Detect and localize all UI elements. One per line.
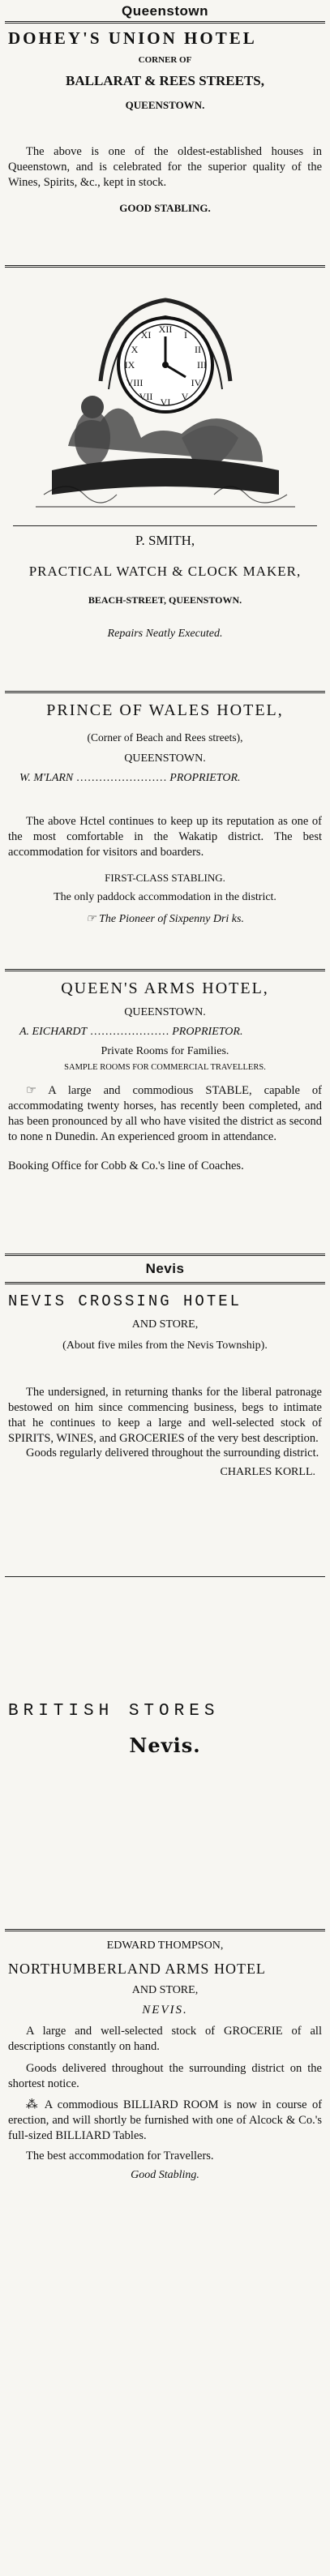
clock-illustration-icon xyxy=(19,276,311,519)
svg-text:IX: IX xyxy=(124,359,135,371)
svg-text:V: V xyxy=(181,391,188,402)
ad-title: BRITISH STORES xyxy=(8,1702,220,1721)
asterism-icon: ⁂ xyxy=(26,2098,41,2112)
svg-text:VIII: VIII xyxy=(126,377,143,388)
ad-proprietor xyxy=(8,1026,322,1039)
ad-proprietor xyxy=(8,772,322,785)
section-heading-nevis: Nevis xyxy=(145,1261,185,1276)
ad-body-billiards xyxy=(8,2098,322,2144)
ad-stabling: Good Stabling. xyxy=(131,2168,199,2181)
ad-town: QUEENSTOWN. xyxy=(124,752,206,765)
proprietor-name: W. M'LARN xyxy=(19,772,74,784)
ad-body-delivery: Goods delivered throughout the surrounding district on the shortest notice. xyxy=(8,2061,322,2090)
ad-nevis-crossing-hotel xyxy=(0,1284,330,1576)
svg-text:I: I xyxy=(183,329,187,341)
ad-doheys-union-hotel xyxy=(0,24,330,265)
svg-text:XI: XI xyxy=(140,329,151,341)
ad-town: QUEENSTOWN. xyxy=(125,99,205,111)
ad-billiards-text: A commodious BILLIARD ROOM is now in course of erection, and will shortly be furnished with one of Alcock & Co.'s full-sized BILLIARD Tables. xyxy=(8,2098,323,2143)
ad-body-stock: A large and well-selected stock of GROCERIE of all descriptions constantly on hand. xyxy=(8,2025,322,2053)
ad-place: NEVIS. xyxy=(142,2004,188,2017)
pointing-hand-icon: ☞ xyxy=(86,912,96,925)
ad-streets: BALLARAT & REES STREETS, xyxy=(65,73,264,88)
divider xyxy=(5,265,325,268)
divider xyxy=(13,525,317,526)
faded-blank-area xyxy=(0,1577,330,1699)
ad-body-accommodation: The best accommodation for Travellers. xyxy=(26,2149,214,2162)
svg-text:VI: VI xyxy=(160,396,170,408)
ad-title: DOHEY'S UNION HOTEL xyxy=(8,28,257,48)
svg-text:III: III xyxy=(196,359,207,371)
svg-text:XII: XII xyxy=(158,324,172,335)
ad-name: P. SMITH, xyxy=(135,533,195,548)
section-heading-queenstown: Queenstown xyxy=(121,3,208,19)
ad-delivery: Goods regularly delivered throughout the surrounding district. xyxy=(26,1447,319,1460)
leader-dots: ………………… xyxy=(89,1026,169,1038)
ad-pioneer xyxy=(8,912,322,926)
svg-text:IV: IV xyxy=(191,377,201,388)
ad-location: (About five miles from the Nevis Township). xyxy=(62,1339,268,1352)
ad-title: QUEEN'S ARMS HOTEL, xyxy=(61,979,269,997)
ad-body-text: A large and commodious STABLE, capable of accommodating twenty horses, has recently been completed, and has been pronounced by all who have visited the district as second to none n Dunedin. An experienced groom in attendance. xyxy=(8,1084,322,1143)
ad-private-rooms: Private Rooms for Families. xyxy=(101,1045,229,1057)
ad-prince-of-wales-hotel xyxy=(0,693,330,969)
ad-trade: PRACTICAL WATCH & CLOCK MAKER, xyxy=(28,564,302,579)
faded-blank-area xyxy=(0,1832,330,1929)
svg-text:II: II xyxy=(194,344,201,355)
ad-corner: (Corner of Beach and Rees streets), xyxy=(87,731,243,744)
ad-body: The above Hctel continues to keep up its reputation as one of the most comfortable in the Wakatip district. The best accommodation for visitors and boarders. xyxy=(8,815,322,859)
ad-booking: Booking Office for Cobb & Co.'s line of Coaches. xyxy=(8,1159,244,1173)
ad-sample-rooms: SAMPLE ROOMS FOR COMMERCIAL TRAVELLERS. xyxy=(64,1063,266,1072)
svg-text:VII: VII xyxy=(139,391,152,402)
ad-place: Nevis. xyxy=(129,1734,201,1757)
ad-stabling: GOOD STABLING. xyxy=(119,201,211,214)
pioneer-text: The Pioneer of Sixpenny Dri ks. xyxy=(99,912,244,925)
ad-british-stores xyxy=(0,1699,330,1832)
ad-corner: CORNER OF xyxy=(138,55,192,65)
ad-title: PRINCE OF WALES HOTEL, xyxy=(46,701,284,719)
ad-stabling: FIRST-CLASS STABLING. xyxy=(105,871,225,884)
ad-town: QUEENSTOWN. xyxy=(124,1006,206,1018)
ad-body: The above is one of the oldest-established houses in Queenstown, and is celebrated for the superior quality of the Wines, Spirits, &c., kept in stock. xyxy=(8,145,322,189)
ad-address: BEACH-STREET, QUEENSTOWN. xyxy=(88,594,242,606)
ad-body xyxy=(8,1083,322,1144)
pointing-hand-icon: ☞ xyxy=(26,1084,36,1097)
ad-store: AND STORE, xyxy=(131,1318,199,1331)
ad-repairs: Repairs Neatly Executed. xyxy=(107,628,223,640)
ad-store: AND STORE, xyxy=(131,1984,199,1996)
ad-p-smith xyxy=(0,276,330,691)
ad-name: EDWARD THOMPSON, xyxy=(106,1940,224,1952)
proprietor-name: A. EICHARDT xyxy=(19,1026,88,1038)
ad-northumberland-arms-hotel xyxy=(0,1931,330,2182)
proprietor-label: PROPRIETOR. xyxy=(169,772,241,784)
ad-queens-arms-hotel xyxy=(0,971,330,1254)
ad-paddock: The only paddock accommodation in the district. xyxy=(54,890,276,903)
svg-text:X: X xyxy=(131,344,138,355)
ad-title: NEVIS CROSSING HOTEL xyxy=(8,1292,242,1310)
proprietor-label: PROPRIETOR. xyxy=(172,1026,243,1038)
leader-dots: …………………… xyxy=(75,772,167,784)
ad-body: The undersigned, in returning thanks for the liberal patronage bestowed on him since commencing business, begs to intimate that he continues to keep a large and well-selected stock of SPIRITS, WINES, and GROCERIES of the very best description. xyxy=(8,1386,322,1445)
ad-title: NORTHUMBERLAND ARMS HOTEL xyxy=(8,1961,266,1977)
ad-signature: CHARLES KORLL. xyxy=(220,1466,315,1479)
